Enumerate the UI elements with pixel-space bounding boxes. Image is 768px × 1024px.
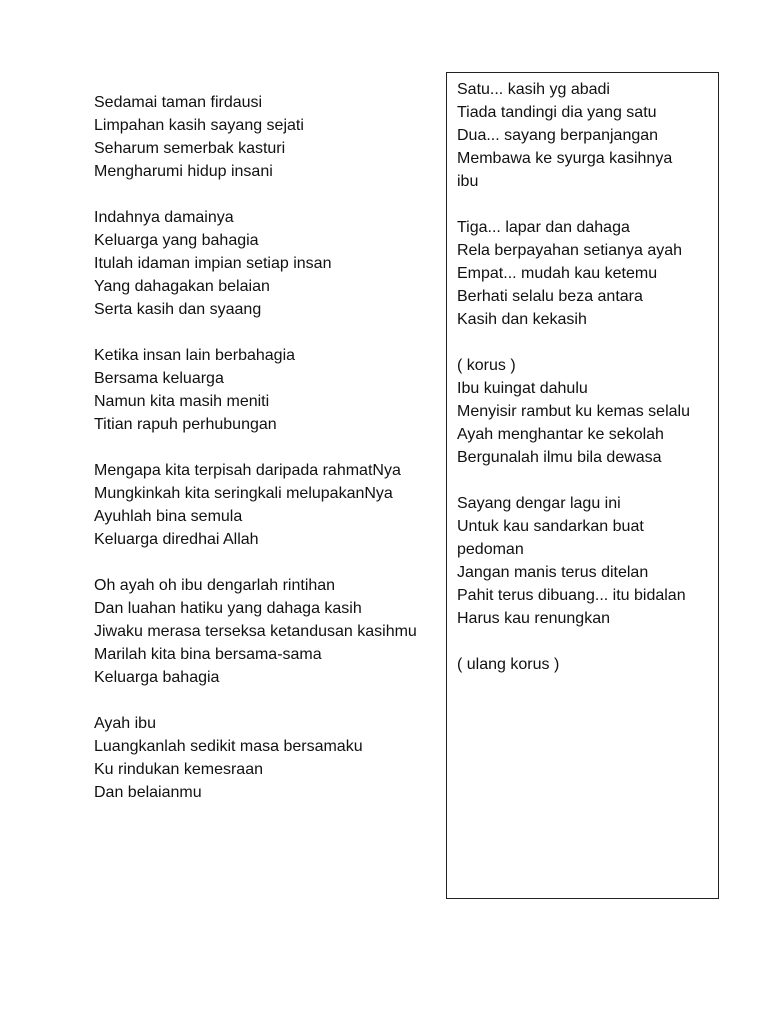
lyric-line: Titian rapuh perhubungan	[94, 416, 277, 433]
stanza	[457, 653, 715, 676]
lyric-line: Tiada tandingi dia yang satu	[457, 104, 657, 121]
stanza	[94, 344, 444, 436]
lyrics-left-column	[94, 91, 444, 827]
lyric-line: Menyisir rambut ku kemas selalu	[457, 403, 690, 420]
lyric-line: Keluarga yang bahagia	[94, 232, 259, 249]
lyric-line: Pahit terus dibuang... itu bidalan	[457, 587, 686, 604]
lyric-line: Bersama keluarga	[94, 370, 224, 387]
lyric-line: Dua... sayang berpanjangan	[457, 127, 659, 144]
lyric-line: Bergunalah ilmu bila dewasa	[457, 449, 662, 466]
stanza	[457, 216, 715, 331]
lyric-line: Mungkinkah kita seringkali melupakanNya	[94, 485, 393, 502]
stanza	[94, 712, 444, 804]
lyric-line: ( ulang korus )	[457, 656, 560, 673]
lyric-line: Ku rindukan kemesraan	[94, 761, 263, 778]
lyric-line: Jiwaku merasa terseksa ketandusan kasihmu	[94, 623, 417, 640]
lyric-line: pedoman	[457, 541, 524, 558]
lyric-line: Mengharumi hidup insani	[94, 163, 273, 180]
lyric-line: Luangkanlah sedikit masa bersamaku	[94, 738, 363, 755]
lyric-line: Seharum semerbak kasturi	[94, 140, 286, 157]
lyric-line: Serta kasih dan syaang	[94, 301, 262, 318]
lyric-line: Keluarga diredhai Allah	[94, 531, 259, 548]
lyric-line: Berhati selalu beza antara	[457, 288, 643, 305]
lyrics-right-column	[457, 78, 715, 699]
lyric-line: Harus kau renungkan	[457, 610, 610, 627]
lyric-line: Satu... kasih yg abadi	[457, 81, 610, 98]
stanza	[94, 574, 444, 689]
lyric-line: Namun kita masih meniti	[94, 393, 270, 410]
lyric-line: Mengapa kita terpisah daripada rahmatNya	[94, 462, 401, 479]
lyric-line: Itulah idaman impian setiap insan	[94, 255, 332, 272]
lyric-line: Untuk kau sandarkan buat	[457, 518, 644, 535]
lyric-line: ( korus )	[457, 357, 516, 374]
lyric-line: Marilah kita bina bersama-sama	[94, 646, 322, 663]
lyric-line: Limpahan kasih sayang sejati	[94, 117, 304, 134]
lyric-line: Tiga... lapar dan dahaga	[457, 219, 630, 236]
lyric-line: Dan belaianmu	[94, 784, 202, 801]
stanza	[457, 354, 715, 469]
lyric-line: Indahnya damainya	[94, 209, 234, 226]
lyric-line: Ketika insan lain berbahagia	[94, 347, 296, 364]
lyric-line: Ibu kuingat dahulu	[457, 380, 588, 397]
stanza	[94, 91, 444, 183]
lyric-line: Sedamai taman firdausi	[94, 94, 263, 111]
lyric-line: Ayah menghantar ke sekolah	[457, 426, 664, 443]
stanza	[94, 206, 444, 321]
stanza	[94, 459, 444, 551]
lyric-line: Rela berpayahan setianya ayah	[457, 242, 683, 259]
lyric-line: ibu	[457, 173, 479, 190]
lyric-line: Ayuhlah bina semula	[94, 508, 243, 525]
lyric-line: Yang dahagakan belaian	[94, 278, 270, 295]
lyric-line: Jangan manis terus ditelan	[457, 564, 649, 581]
lyric-line: Oh ayah oh ibu dengarlah rintihan	[94, 577, 336, 594]
lyrics-right-box	[446, 72, 719, 899]
lyric-line: Membawa ke syurga kasihnya	[457, 150, 673, 167]
stanza	[457, 492, 715, 630]
stanza	[457, 78, 715, 193]
lyric-line: Sayang dengar lagu ini	[457, 495, 621, 512]
lyric-line: Kasih dan kekasih	[457, 311, 587, 328]
lyric-line: Keluarga bahagia	[94, 669, 220, 686]
lyric-line: Ayah ibu	[94, 715, 156, 732]
lyric-line: Dan luahan hatiku yang dahaga kasih	[94, 600, 362, 617]
lyric-line: Empat... mudah kau ketemu	[457, 265, 658, 282]
